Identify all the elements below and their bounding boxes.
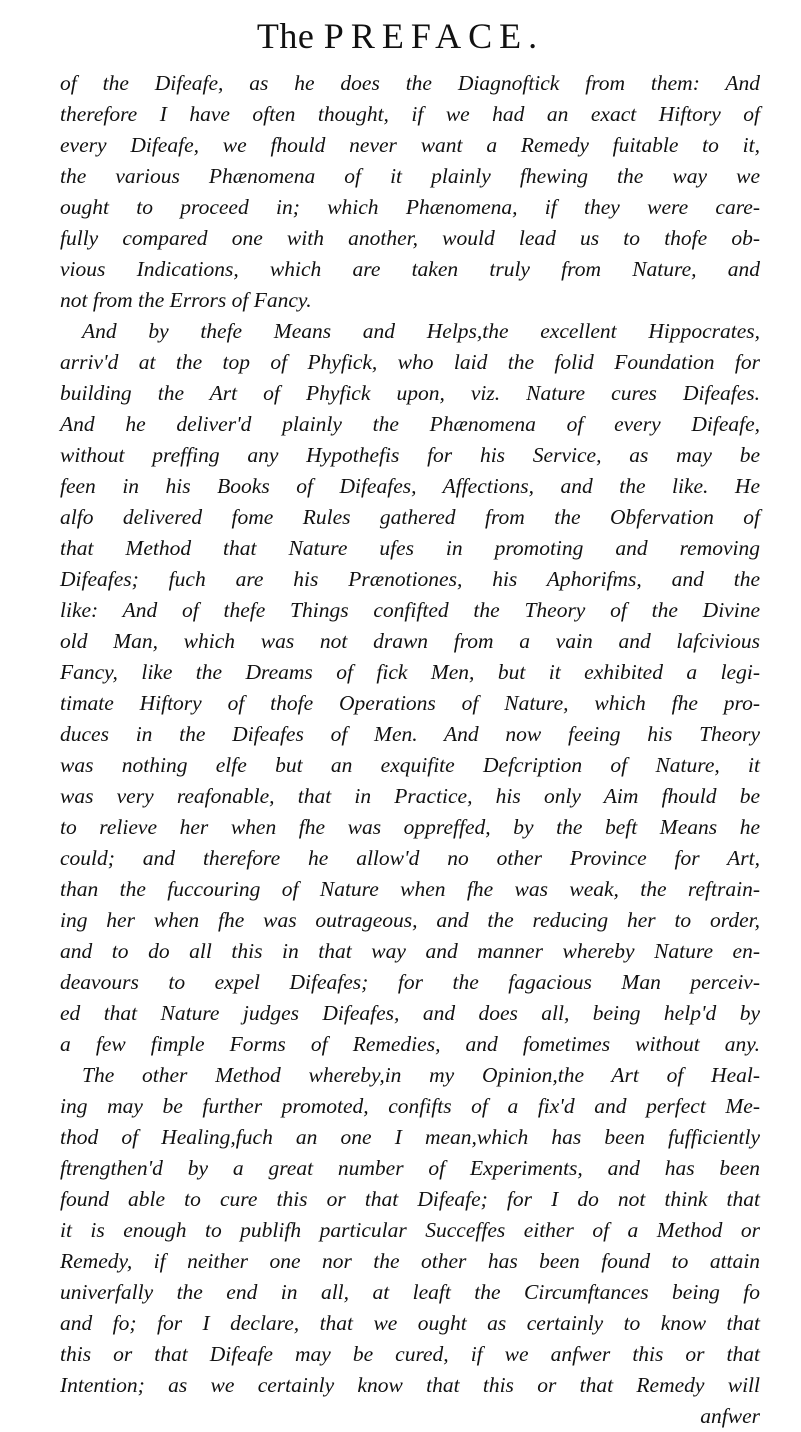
catchword: anfwer: [700, 1404, 760, 1428]
text-line: not from the Errors of Fancy.: [60, 288, 312, 312]
text-line: was nothing elfe but an exquifite Defcription of Nature, it: [60, 753, 760, 777]
text-line: ought to proceed in; which Phænomena, if they were care-: [60, 195, 760, 219]
text-line: a few fimple Forms of Remedies, and fometimes without any.: [60, 1032, 760, 1056]
text-line: fully compared one with another, would lead us to thofe ob-: [60, 226, 760, 250]
text-line: ftrengthen'd by a great number of Experiments, and has been: [60, 1156, 760, 1180]
text-line: found able to cure this or that Difeafe; for I do not think that: [60, 1187, 760, 1211]
body-text: [60, 68, 760, 1432]
text-line: thod of Healing,fuch an one I mean,which has been fufficiently: [60, 1125, 760, 1149]
running-head-preface: PREFACE.: [323, 16, 545, 56]
text-line: could; and therefore he allow'd no other Province for Art,: [60, 846, 760, 870]
text-line: Intention; as we certainly know that this or that Remedy will: [60, 1373, 760, 1397]
running-head: [0, 12, 801, 60]
text-line: of the Difeafe, as he does the Diagnoftick from them: And: [60, 71, 760, 95]
text-line: And he deliver'd plainly the Phænomena of every Difeafe,: [60, 412, 760, 436]
text-line: and to do all this in that way and manner whereby Nature en-: [60, 939, 760, 963]
text-line: the various Phænomena of it plainly fhewing the way we: [60, 164, 760, 188]
text-line: without preffing any Hypothefis for his Service, as may be: [60, 443, 760, 467]
text-line: building the Art of Phyfick upon, viz. Nature cures Difeafes.: [60, 381, 760, 405]
text-line: and fo; for I declare, that we ought as certainly to know that: [60, 1311, 760, 1335]
text-line: duces in the Difeafes of Men. And now feeing his Theory: [60, 722, 760, 746]
text-line: was very reafonable, that in Practice, his only Aim fhould be: [60, 784, 760, 808]
text-line: Difeafes; fuch are his Prænotiones, his Aphorifms, and the: [60, 567, 760, 591]
text-line: old Man, which was not drawn from a vain and lafcivious: [60, 629, 760, 653]
text-line: ed that Nature judges Difeafes, and does all, being help'd by: [60, 1001, 760, 1025]
text-line: alfo delivered fome Rules gathered from the Obfervation of: [60, 505, 760, 529]
text-line: than the fuccouring of Nature when fhe was weak, the reftrain-: [60, 877, 760, 901]
text-line: Remedy, if neither one nor the other has been found to attain: [60, 1249, 760, 1273]
text-line: Fancy, like the Dreams of fick Men, but it exhibited a legi-: [60, 660, 760, 684]
text-line: feen in his Books of Difeafes, Affections, and the like. He: [60, 474, 760, 498]
text-line: ing her when fhe was outrageous, and the reducing her to order,: [60, 908, 760, 932]
text-line: this or that Difeafe may be cured, if we anfwer this or that: [60, 1342, 760, 1366]
running-head-the: The: [256, 16, 315, 56]
text-line: vious Indications, which are taken truly from Nature, and: [60, 257, 760, 281]
text-line: it is enough to publifh particular Succeffes either of a Method or: [60, 1218, 760, 1242]
text-line: like: And of thefe Things confifted the Theory of the Divine: [60, 598, 760, 622]
text-line: to relieve her when fhe was oppreffed, by the beft Means he: [60, 815, 760, 839]
text-line: timate Hiftory of thofe Operations of Nature, which fhe pro-: [60, 691, 760, 715]
text-line: ing may be further promoted, confifts of a fix'd and perfect Me-: [60, 1094, 760, 1118]
text-line: univerfally the end in all, at leaft the Circumftances being fo: [60, 1280, 760, 1304]
text-line: And by thefe Means and Helps,the excellent Hippocrates,: [82, 319, 760, 343]
text-line: that Method that Nature ufes in promoting and removing: [60, 536, 760, 560]
text-line: The other Method whereby,in my Opinion,the Art of Heal-: [82, 1063, 760, 1087]
text-line: deavours to expel Difeafes; for the fagacious Man perceiv-: [60, 970, 760, 994]
text-line: every Difeafe, we fhould never want a Remedy fuitable to it,: [60, 133, 760, 157]
text-line: arriv'd at the top of Phyfick, who laid the folid Foundation for: [60, 350, 760, 374]
text-line: therefore I have often thought, if we had an exact Hiftory of: [60, 102, 760, 126]
